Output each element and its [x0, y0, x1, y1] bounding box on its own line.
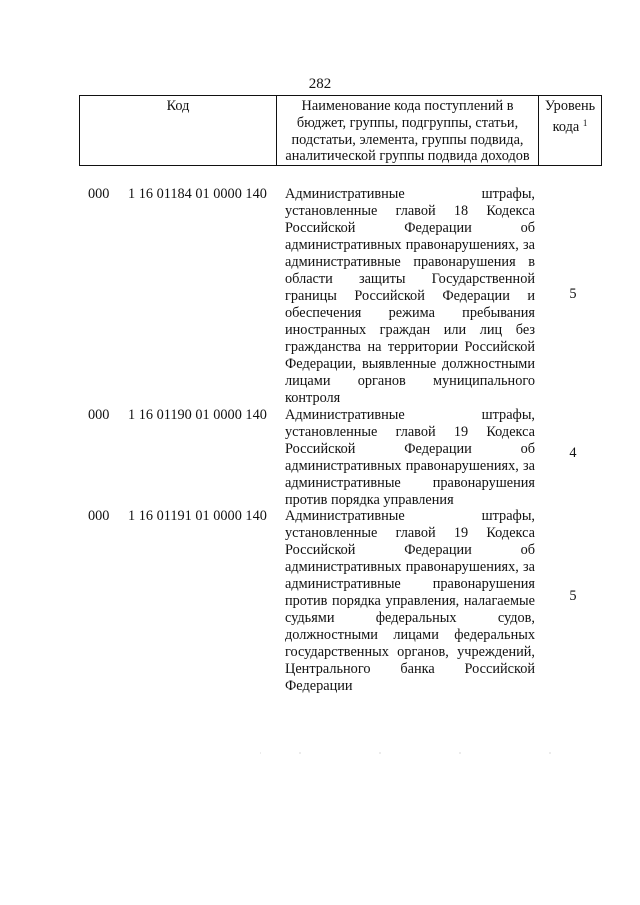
desc-line: установленные главой 19 Кодекса — [285, 424, 535, 440]
desc-line: лицами органов муниципального — [285, 373, 535, 389]
row-code: 1 16 01184 01 0000 140 — [128, 186, 267, 202]
desc-line: административных правонарушениях, за — [285, 559, 535, 575]
desc-line: государственных органов, учреждений, — [285, 644, 535, 660]
desc-line: против порядка управления — [285, 492, 454, 508]
header-name-line: бюджет, группы, подгруппы, статьи, — [296, 114, 519, 131]
header-name-line: Наименование кода поступлений в — [301, 98, 514, 114]
header-name — [277, 96, 539, 165]
desc-line: Федерации, выявленные должностными — [285, 356, 535, 372]
desc-line: Административные штрафы, — [285, 407, 535, 423]
row-code: 1 16 01190 01 0000 140 — [128, 407, 267, 423]
row-prefix: 000 — [88, 186, 110, 202]
desc-line: установленные главой 19 Кодекса — [285, 525, 535, 541]
desc-line: обеспечения режима пребывания — [285, 305, 535, 321]
desc-line: области защиты Государственной — [285, 271, 535, 287]
row-level: 5 — [569, 286, 577, 302]
header-level-line1: Уровень — [544, 98, 596, 114]
page-number: 282 — [308, 76, 332, 92]
desc-line: судьями федеральных судов, — [285, 610, 535, 626]
desc-line: Административные штрафы, — [285, 186, 535, 202]
desc-line: административных правонарушениях, за — [285, 458, 535, 474]
row-description — [285, 407, 535, 509]
row-level: 4 — [569, 445, 577, 461]
desc-line: административные правонарушения — [285, 576, 535, 592]
header-level-line2 — [539, 115, 601, 136]
header-name-line: аналитической группы подвида доходов — [285, 148, 530, 165]
desc-line: границы Российской Федерации и — [285, 288, 535, 304]
desc-line: административные правонарушения в — [285, 254, 535, 270]
desc-line: иностранных граждан или лиц без — [285, 322, 535, 338]
row-description — [285, 508, 535, 695]
desc-line: гражданства на территории Российской — [285, 339, 535, 355]
header-code: Код — [80, 96, 277, 165]
desc-line: против порядка управления, налагаемые — [285, 593, 535, 609]
row-level: 5 — [569, 588, 577, 604]
desc-line: Административные штрафы, — [285, 508, 535, 524]
desc-line: Российской Федерации об — [285, 542, 535, 558]
scan-dot-artifacts — [260, 752, 560, 754]
desc-line: административные правонарушения — [285, 475, 535, 491]
row-code: 1 16 01191 01 0000 140 — [128, 508, 267, 524]
row-prefix: 000 — [88, 407, 110, 423]
desc-line: Российской Федерации об — [285, 441, 535, 457]
desc-line: должностными лицами федеральных — [285, 627, 535, 643]
header-level-footnote: 1 — [582, 117, 588, 128]
header-level — [539, 96, 601, 165]
row-description — [285, 186, 535, 407]
desc-line: Российской Федерации об — [285, 220, 535, 236]
header-name-line: подстатьи, элемента, группы подвида, — [291, 131, 524, 148]
table-header — [79, 95, 602, 166]
desc-line: Центрального банка Российской — [285, 661, 535, 677]
desc-line: установленные главой 18 Кодекса — [285, 203, 535, 219]
desc-line: Федерации — [285, 678, 353, 694]
header-level-word: кода — [552, 118, 580, 135]
desc-line: контроля — [285, 390, 341, 406]
row-prefix: 000 — [88, 508, 110, 524]
desc-line: административных правонарушениях, за — [285, 237, 535, 253]
